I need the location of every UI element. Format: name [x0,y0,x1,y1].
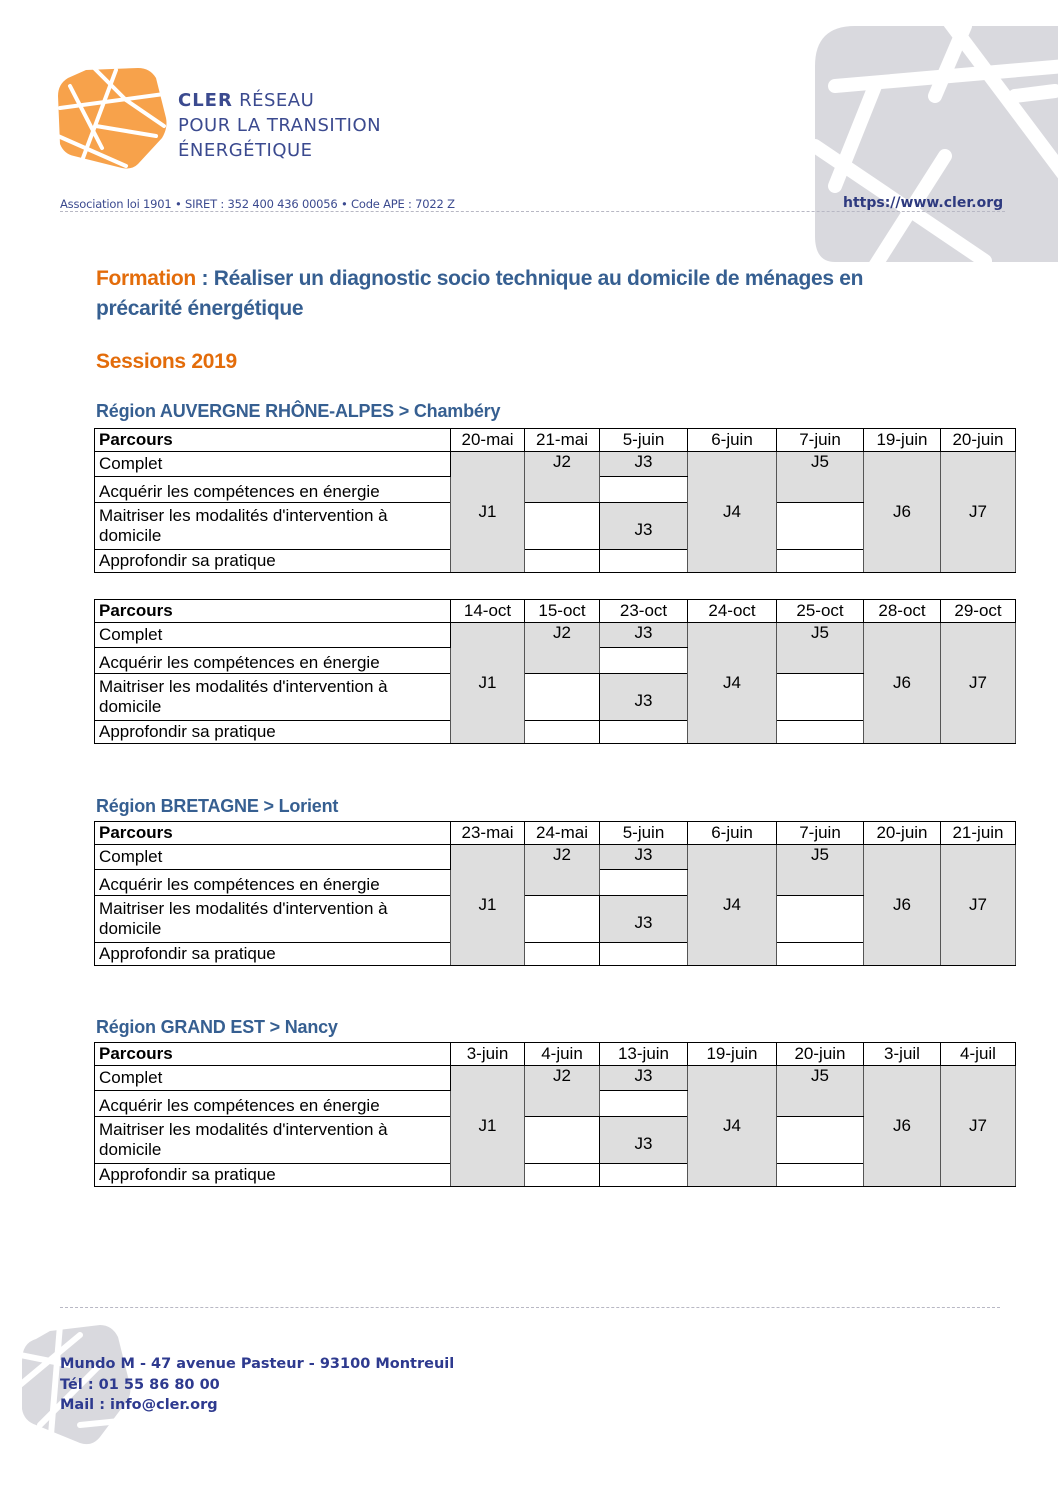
empty-cell [777,1117,864,1164]
empty-cell [600,477,688,503]
day-cell-j3: J3 [600,503,688,550]
empty-cell [525,721,600,744]
column-header-date: 21-mai [525,429,600,452]
empty-cell [777,943,864,966]
column-header-date: 3-juin [451,1043,525,1066]
table-row [95,1066,1016,1091]
day-cell-j4: J4 [688,1066,777,1187]
column-header-date: 4-juin [525,1043,600,1066]
day-cell-j1: J1 [451,845,525,966]
column-header-date: 20-mai [451,429,525,452]
day-cell-j3: J3 [600,896,688,943]
day-cell-j2: J2 [525,1066,600,1117]
row-label-approfondir: Approfondir sa pratique [95,721,451,744]
table-header-row [95,822,1016,845]
empty-cell [525,943,600,966]
day-cell-j7: J7 [941,452,1016,573]
empty-cell [600,870,688,896]
day-cell-j1: J1 [451,452,525,573]
table-header-row [95,1043,1016,1066]
column-header-parcours: Parcours [95,600,451,623]
empty-cell [600,721,688,744]
row-label-acquerir: Acquérir les compétences en énergie [95,648,451,674]
footer-divider [60,1307,1000,1308]
region-heading: Région BRETAGNE > Lorient [96,796,339,816]
table-row [95,623,1016,648]
day-cell-j5: J5 [777,452,864,503]
empty-cell [525,1164,600,1187]
column-header-date: 19-juin [688,1043,777,1066]
day-cell-j6: J6 [864,623,941,744]
column-header-date: 6-juin [688,429,777,452]
row-label-maitriser: Maitriser les modalités d'intervention à domicile [95,503,451,550]
row-label-complet: Complet [95,845,451,870]
empty-cell [777,550,864,573]
day-cell-j3: J3 [600,1117,688,1164]
day-cell-j2: J2 [525,623,600,674]
row-label-approfondir: Approfondir sa pratique [95,1164,451,1187]
column-header-date: 23-oct [600,600,688,623]
footer-phone: Tél : 01 55 86 80 00 [60,1376,220,1393]
day-cell-j3: J3 [600,452,688,477]
cler-logo-icon [56,66,168,170]
column-header-date: 20-juin [864,822,941,845]
region-heading: Région GRAND EST > Nancy [96,1017,338,1037]
table-header-row [95,600,1016,623]
day-cell-j5: J5 [777,623,864,674]
row-label-approfondir: Approfondir sa pratique [95,550,451,573]
column-header-date: 5-juin [600,822,688,845]
table-row [95,845,1016,870]
association-info: Association loi 1901 • SIRET : 352 400 436 00056 • Code APE : 7022 Z [60,197,455,211]
day-cell-j3: J3 [600,1066,688,1091]
column-header-date: 14-oct [451,600,525,623]
day-cell-j3: J3 [600,845,688,870]
column-header-date: 19-juin [864,429,941,452]
row-label-complet: Complet [95,623,451,648]
row-label-maitriser: Maitriser les modalités d'intervention à domicile [95,1117,451,1164]
column-header-parcours: Parcours [95,822,451,845]
brand-line3: ÉNERGÉTIQUE [178,140,313,161]
day-cell-j6: J6 [864,452,941,573]
day-cell-j5: J5 [777,845,864,896]
row-label-acquerir: Acquérir les compétences en énergie [95,477,451,503]
day-cell-j6: J6 [864,1066,941,1187]
empty-cell [600,1091,688,1117]
schedule-table [94,821,1016,966]
column-header-date: 29-oct [941,600,1016,623]
formation-title: Réaliser un diagnostic socio technique au domicile de ménages en précarité énergétique [96,267,864,320]
row-label-complet: Complet [95,1066,451,1091]
row-label-complet: Complet [95,452,451,477]
empty-cell [525,896,600,943]
column-header-date: 7-juin [777,429,864,452]
column-header-date: 13-juin [600,1043,688,1066]
column-header-date: 4-juil [941,1043,1016,1066]
footer-mail[interactable]: Mail : info@cler.org [60,1397,218,1413]
day-cell-j2: J2 [525,845,600,896]
title-separator: : [195,267,214,290]
region-heading: Région AUVERGNE RHÔNE-ALPES > Chambéry [96,401,501,421]
brand-line1: RÉSEAU [239,90,315,111]
formation-label: Formation [96,267,196,290]
column-header-date: 5-juin [600,429,688,452]
empty-cell [525,674,600,721]
column-header-date: 23-mai [451,822,525,845]
row-label-maitriser: Maitriser les modalités d'intervention à domicile [95,896,451,943]
day-cell-j3: J3 [600,674,688,721]
column-header-date: 20-juin [777,1043,864,1066]
day-cell-j2: J2 [525,452,600,503]
row-label-approfondir: Approfondir sa pratique [95,943,451,966]
empty-cell [600,550,688,573]
column-header-date: 28-oct [864,600,941,623]
empty-cell [777,896,864,943]
brand-name [178,88,381,163]
day-cell-j6: J6 [864,845,941,966]
day-cell-j4: J4 [688,623,777,744]
schedule-table [94,599,1016,744]
day-cell-j7: J7 [941,845,1016,966]
day-cell-j5: J5 [777,1066,864,1117]
column-header-date: 15-oct [525,600,600,623]
day-cell-j4: J4 [688,845,777,966]
schedule-table [94,428,1016,573]
day-cell-j7: J7 [941,623,1016,744]
empty-cell [525,503,600,550]
column-header-date: 6-juin [688,822,777,845]
day-cell-j1: J1 [451,623,525,744]
day-cell-j4: J4 [688,452,777,573]
column-header-date: 7-juin [777,822,864,845]
day-cell-j3: J3 [600,623,688,648]
column-header-parcours: Parcours [95,1043,451,1066]
empty-cell [525,550,600,573]
column-header-date: 21-juin [941,822,1016,845]
column-header-date: 25-oct [777,600,864,623]
column-header-date: 20-juin [941,429,1016,452]
empty-cell [777,1164,864,1187]
day-cell-j1: J1 [451,1066,525,1187]
table-row [95,452,1016,477]
page-title [96,264,926,324]
empty-cell [777,721,864,744]
empty-cell [525,1117,600,1164]
column-header-date: 24-oct [688,600,777,623]
footer-contact [60,1354,454,1416]
empty-cell [777,674,864,721]
brand-line2: POUR LA TRANSITION [178,115,382,136]
empty-cell [600,1164,688,1187]
sessions-heading: Sessions 2019 [96,350,237,373]
schedule-table [94,1042,1016,1187]
footer-address: Mundo M - 47 avenue Pasteur - 93100 Montreuil [60,1356,455,1372]
empty-cell [600,648,688,674]
column-header-parcours: Parcours [95,429,451,452]
brand-bold: CLER [178,90,233,111]
header-divider [60,211,1005,212]
row-label-acquerir: Acquérir les compétences en énergie [95,870,451,896]
website-link[interactable]: https://www.cler.org [843,195,1004,211]
row-label-maitriser: Maitriser les modalités d'intervention à domicile [95,674,451,721]
day-cell-j7: J7 [941,1066,1016,1187]
column-header-date: 24-mai [525,822,600,845]
column-header-date: 3-juil [864,1043,941,1066]
corner-pattern-icon [815,26,1058,262]
empty-cell [600,943,688,966]
row-label-acquerir: Acquérir les compétences en énergie [95,1091,451,1117]
table-header-row [95,429,1016,452]
empty-cell [777,503,864,550]
